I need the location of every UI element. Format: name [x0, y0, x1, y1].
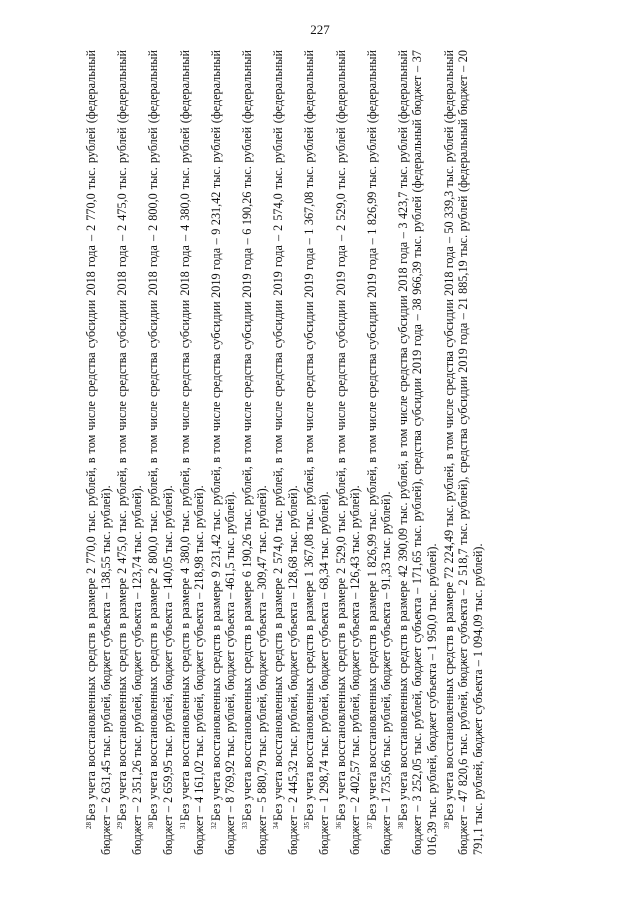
footnote-text: Без учета восстановленных средств в размере 1 367,08 тыс. рублей, в том числе средства субсидии 2019 года – 1 367,08 тыс. рублей (федеральный бюджет – 1 298,74 тыс. рублей, бюджет субъекта – 68,34 тыс. рублей).: [302, 50, 331, 855]
footnote-marker: 33: [240, 822, 249, 829]
footnote-35: [300, 50, 331, 855]
footnote-text: Без учета восстановленных средств в размере 6 190,26 тыс. рублей, в том числе средства субсидии 2019 года – 6 190,26 тыс. рублей (федеральный бюджет – 5 880,79 тыс. рублей, бюджет субъекта – 309,47 тыс. рублей).: [239, 50, 269, 855]
page-number: 227: [310, 22, 330, 37]
footnote-28: [82, 50, 113, 855]
footnote-text: Без учета восстановленных средств в размере 9 231,42 тыс. рублей, в том числе средства субсидии 2019 года – 9 231,42 тыс. рублей (федеральный бюджет – 8 769,92 тыс. рублей, бюджет субъекта – 461,5 тыс. рублей).: [208, 50, 238, 855]
footnote-marker: 28: [85, 822, 93, 829]
footnote-marker: 30: [147, 822, 156, 829]
footnote-marker: 38: [396, 822, 405, 829]
footnote-marker: 37: [365, 822, 374, 829]
footnote-37: [363, 50, 394, 855]
footnote-text: Без учета восстановленных средств в размере 2 800,0 тыс. рублей, в том числе средства субсидии 2018 года – 2 800,0 тыс. рублей (федеральный бюджет – 2 659,95 тыс. рублей, бюджет субъекта – 140,05 тыс. рублей).: [146, 50, 175, 855]
footnote-29: [113, 50, 144, 855]
footnote-32: [207, 50, 238, 855]
footnote-marker: 36: [334, 822, 343, 829]
footnote-marker: 31: [178, 822, 187, 829]
footnote-38: [394, 50, 440, 855]
footnote-text: Без учета восстановленных средств в размере 42 390,09 тыс. рублей, в том числе средства субсидии 2018 года – 3 423,7 тыс. рублей (федеральный бюджет – 3 252,05 тыс. рублей, бюджет субъекта – 171,65 тыс. рублей), средства субсидии 2019 года – 38 966,39 тыс. рублей (федеральный бюджет – 37 016,39 тыс. рублей, бюджет субъекта – 1 950,0 тыс. рублей).: [395, 50, 440, 855]
footnote-marker: 34: [272, 822, 281, 829]
footnote-text: Без учета восстановленных средств в размере 1 826,99 тыс. рублей, в том числе средства субсидии 2019 года – 1 826,99 тыс. рублей (федеральный бюджет – 1 735,66 тыс. рублей, бюджет субъекта – 91,33 тыс. рублей).: [364, 50, 394, 855]
footnote-33: [238, 50, 269, 855]
footnote-marker: 29: [116, 822, 125, 829]
footnote-text: Без учета восстановленных средств в размере 2 574,0 тыс. рублей, в том числе средства субсидии 2019 года – 2 574,0 тыс. рублей (федеральный бюджет – 2 445,32 тыс. рублей, бюджет субъекта – 128,68 тыс. рублей).: [271, 50, 300, 855]
footnote-31: [176, 50, 207, 855]
footnote-30: [144, 50, 175, 855]
footnote-marker: 32: [209, 822, 218, 829]
footnote-text: Без учета восстановленных средств в размере 2 770,0 тыс. рублей, в том числе средства субсидии 2018 года – 2 770,0 тыс. рублей (федеральный бюджет – 2 631,45 тыс. рублей, бюджет субъекта – 138,55 тыс. рублей).: [84, 50, 113, 855]
footnote-marker: 39: [442, 822, 451, 829]
footnote-text: Без учета восстановленных средств в размере 2 475,0 тыс. рублей, в том числе средства субсидии 2018 года – 2 475,0 тыс. рублей (федеральный бюджет – 2 351,26 тыс. рублей, бюджет субъекта – 123,74 тыс. рублей).: [115, 50, 144, 855]
footnote-text: Без учета восстановленных средств в размере 72 224,49 тыс. рублей, в том числе средства субсидии 2018 года – 50 339,3 тыс. рублей (федеральный бюджет – 47 820,6 тыс. рублей, бюджет субъекта – 2 518,7 тыс. рублей), средства субсидии 2019 года – 21 885,19 тыс. рублей (федеральный бюджет – 20 791,1 тыс. рублей, бюджет субъекта – 1 094,09 тыс. рублей).: [441, 50, 485, 855]
footnotes-block: [82, 50, 557, 855]
footnote-marker: 35: [303, 822, 312, 829]
footnote-34: [269, 50, 300, 855]
footnote-39: [440, 50, 486, 855]
footnote-36: [332, 50, 363, 855]
footnote-text: Без учета восстановленных средств в размере 2 529,0 тыс. рублей, в том числе средства субсидии 2019 года – 2 529,0 тыс. рублей (федеральный бюджет – 2 402,57 тыс. рублей, бюджет субъекта – 126,43 тыс. рублей).: [333, 50, 363, 855]
footnote-text: Без учета восстановленных средств в размере 4 380,0 тыс. рублей, в том числе средства субсидии 2018 года – 4 380,0 тыс. рублей (федеральный бюджет – 4 161,02 тыс. рублей, бюджет субъекта – 218,98 тыс. рублей).: [177, 50, 207, 855]
